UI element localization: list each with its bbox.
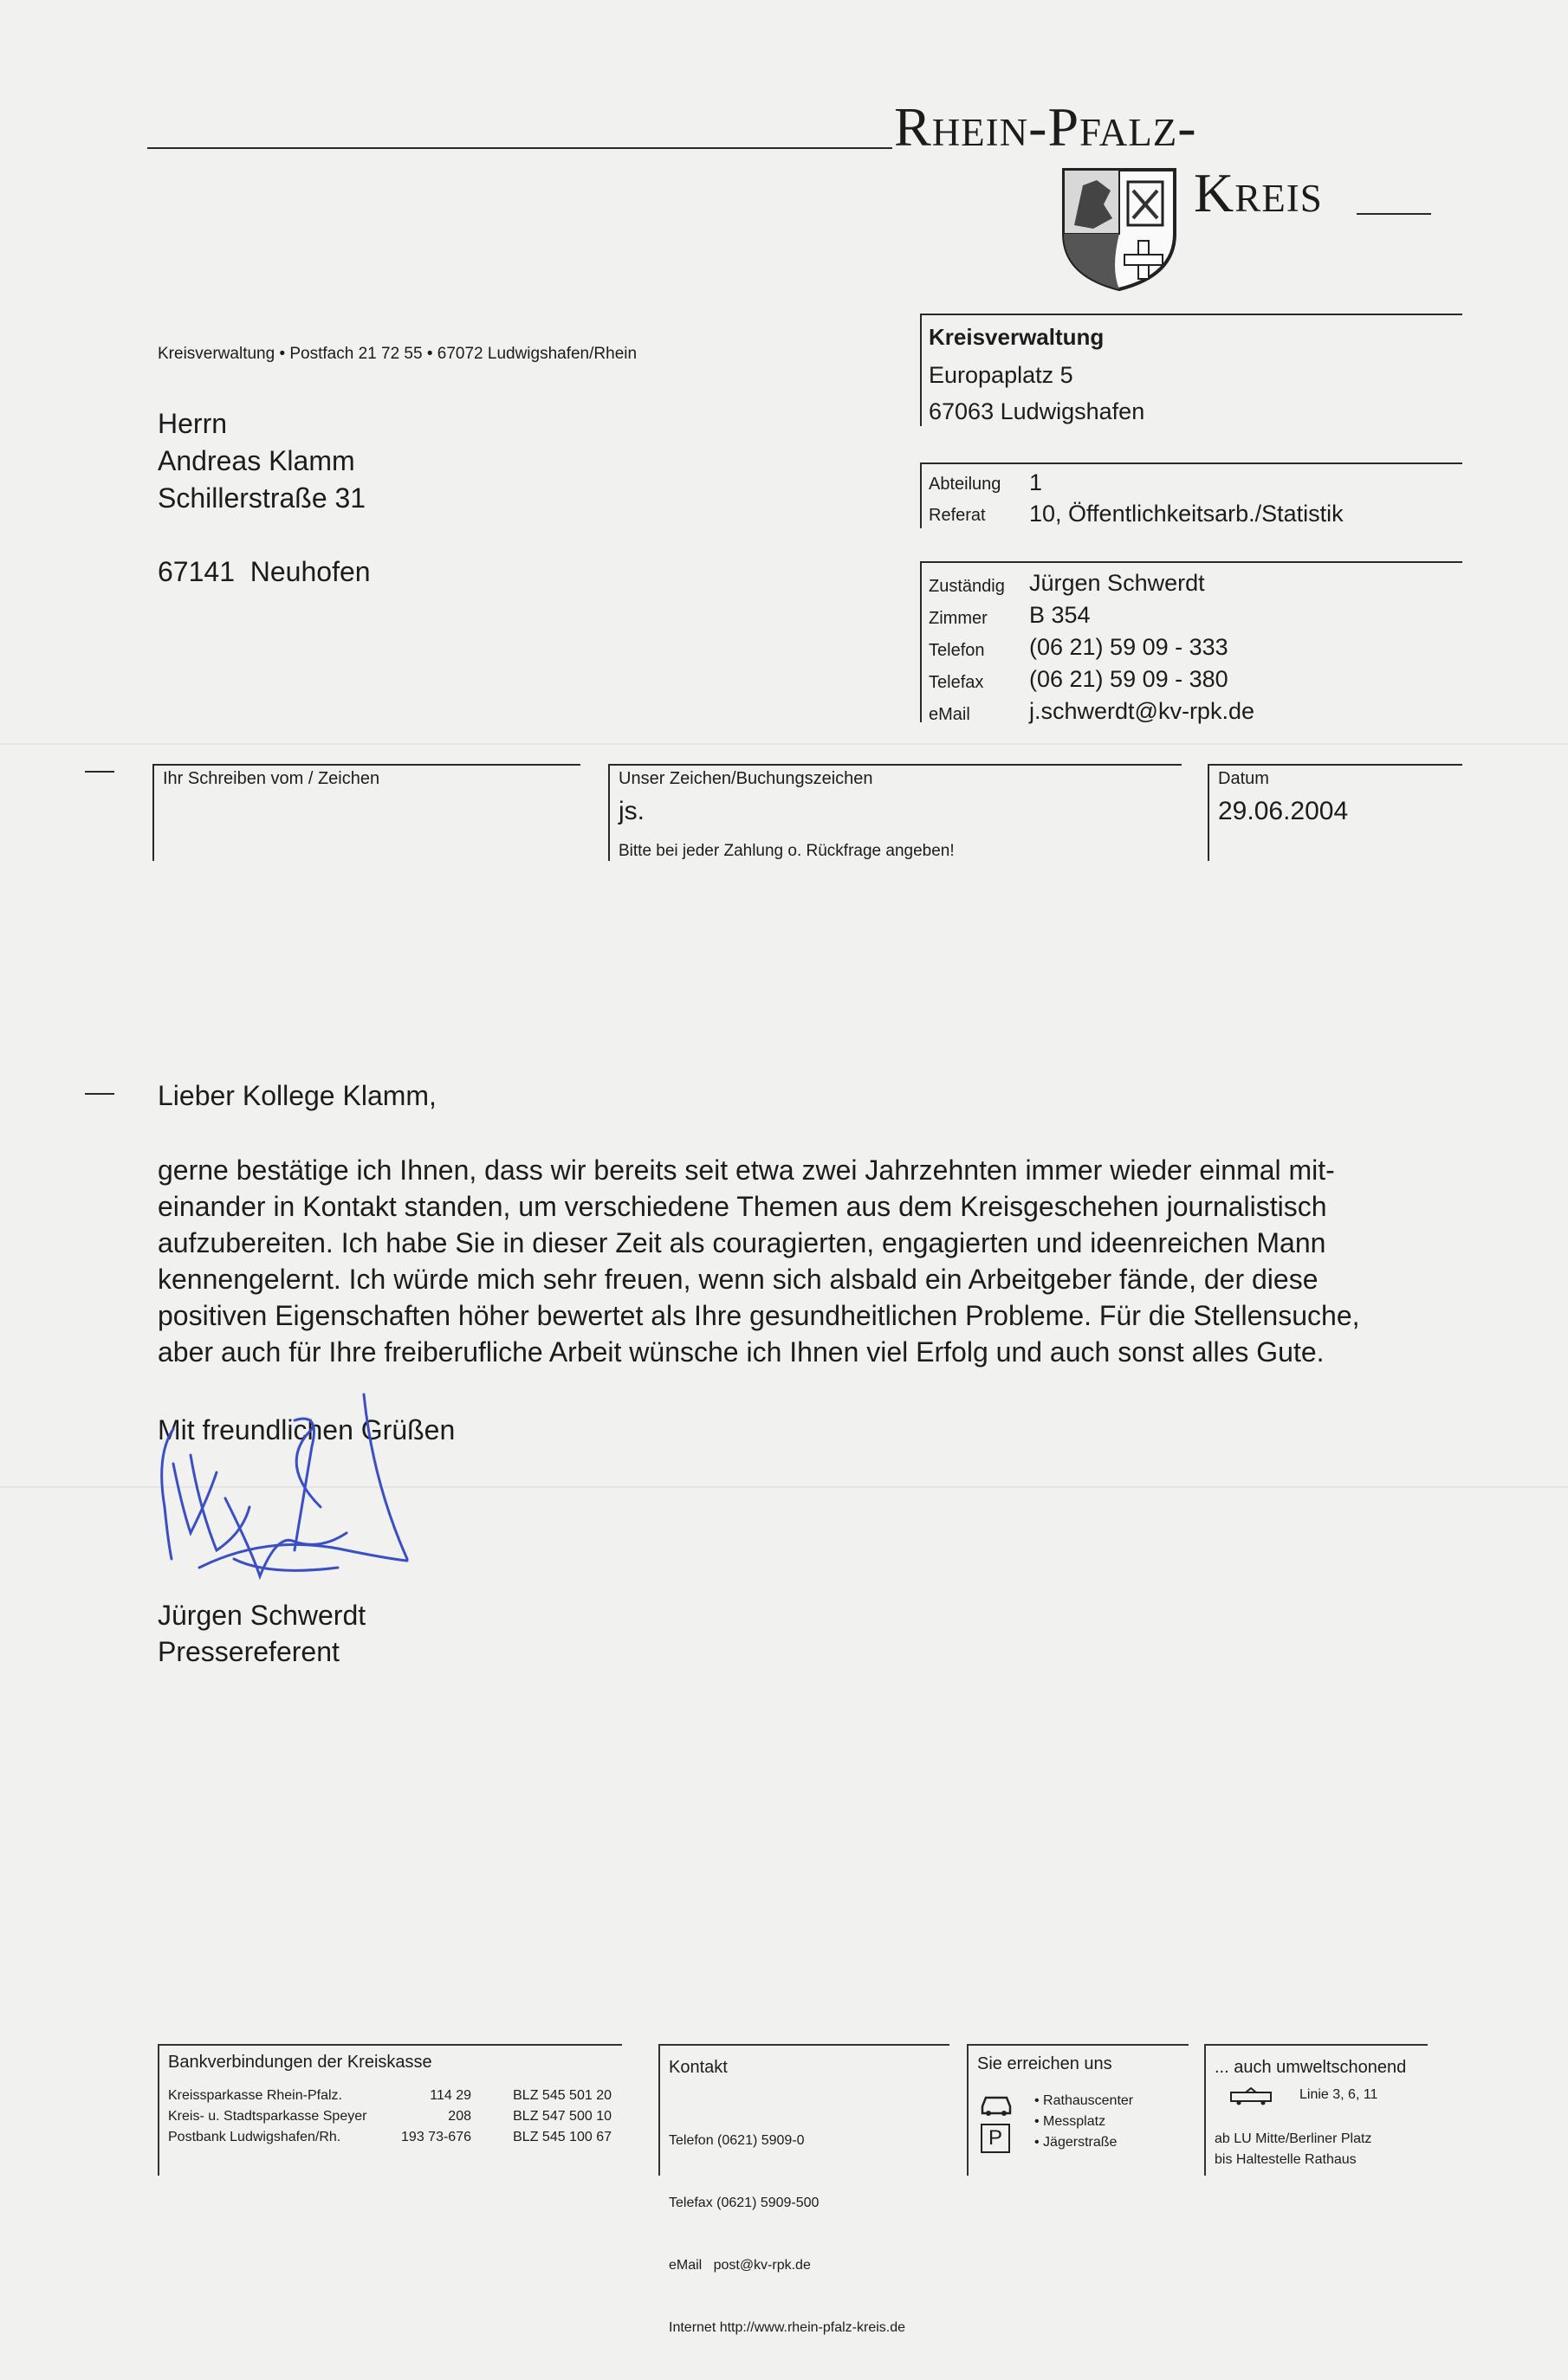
contact-value: j.schwerdt@kv-rpk.de (1029, 698, 1254, 724)
department-box (920, 462, 1462, 528)
footer-contact-box (658, 2044, 949, 2335)
contact-label: eMail (929, 705, 970, 724)
bank-blz: BLZ 545 501 20 (513, 2088, 612, 2103)
letter-body-line: gerne bestätige ich Ihnen, dass wir bereits seit etwa zwei Jahrzehnten immer wieder einmal mit- (158, 1154, 1335, 1186)
fold-mark (85, 771, 114, 773)
eco-stop: bis Haltestelle Rathaus (1215, 2152, 1357, 2167)
logo-rule (1357, 213, 1431, 215)
letter-body (158, 1152, 1360, 1370)
our-sign-label: Unser Zeichen/Buchungszeichen (619, 769, 873, 788)
recipient-address (158, 405, 371, 591)
recipient-name: Andreas Klamm (158, 445, 355, 476)
bank-rows (168, 2086, 619, 2148)
bank-blz: BLZ 545 100 67 (513, 2130, 612, 2144)
your-letter-box (152, 764, 580, 861)
parking-icon: P (981, 2124, 1010, 2153)
reach-item: • Messplatz (1034, 2114, 1106, 2129)
bank-row (168, 2127, 619, 2148)
eco-stops (1215, 2129, 1371, 2170)
car-icon (979, 2091, 1014, 2117)
kontakt-line: Telefax (0621) 5909-500 (669, 2196, 820, 2210)
kontakt-line: Internet http://www.rhein-pfalz-kreis.de (669, 2320, 906, 2335)
referat-value: 10, Öffentlichkeitsarb./Statistik (1029, 501, 1344, 527)
reach-item: • Rathauscenter (1034, 2093, 1134, 2108)
our-sign-value: js. (619, 797, 645, 825)
date-value: 29.06.2004 (1218, 797, 1349, 825)
letter-body-line: kennengelernt. Ich würde mich sehr freuen, wenn sich alsbald ein Arbeitgeber fände, der diese (158, 1264, 1319, 1295)
abteilung-value: 1 (1029, 469, 1043, 495)
office-box (920, 314, 1462, 426)
reach-items (1034, 2091, 1133, 2153)
abteilung-label: Abteilung (929, 475, 1001, 494)
letter-body-line: aufzubereiten. Ich habe Sie in dieser Zeit als couragierten, engagierten und ideenreichen Mann (158, 1227, 1326, 1258)
contact-value: (06 21) 59 09 - 380 (1029, 666, 1228, 692)
contact-label: Zuständig (929, 577, 1005, 596)
footer-bank-box (158, 2044, 622, 2176)
logo-line1: Rhein-Pfalz- (894, 96, 1197, 158)
recipient-postcode: 67141 (158, 556, 235, 587)
signer-name: Jürgen Schwerdt (158, 1600, 366, 1631)
letter-body-line: aber auch für Ihre freiberufliche Arbeit wünsche ich Ihnen viel Erfolg und auch sonst alles Gute. (158, 1336, 1325, 1368)
contact-value: (06 21) 59 09 - 333 (1029, 634, 1228, 660)
our-sign-note: Bitte bei jeder Zahlung o. Rückfrage angeben! (619, 842, 955, 860)
office-street: Europaplatz 5 (929, 362, 1073, 388)
our-sign-box (608, 764, 1182, 861)
contact-person-box (920, 561, 1462, 722)
office-name: Kreisverwaltung (929, 324, 1105, 350)
contact-value: B 354 (1029, 602, 1091, 628)
bank-blz: BLZ 547 500 10 (513, 2109, 612, 2124)
referat-label: Referat (929, 506, 986, 525)
eco-stop: ab LU Mitte/Berliner Platz (1215, 2131, 1372, 2146)
bank-name: Kreissparkasse Rhein-Pfalz. (168, 2088, 342, 2103)
eco-line-info: Linie 3, 6, 11 (1299, 2087, 1378, 2102)
logo-rule (147, 147, 892, 149)
kontakt-line: Telefon (0621) 5909-0 (669, 2133, 805, 2148)
footer-reach-box (967, 2044, 1189, 2176)
bank-name: Postbank Ludwigshafen/Rh. (168, 2130, 341, 2144)
date-label: Datum (1218, 769, 1269, 788)
bank-row (168, 2086, 619, 2106)
office-city: 67063 Ludwigshafen (929, 398, 1145, 424)
bank-title: Bankverbindungen der Kreiskasse (168, 2053, 432, 2072)
contact-label: Telefax (929, 673, 984, 692)
contact-value: Jürgen Schwerdt (1029, 570, 1205, 596)
kontakt-title: Kontakt (669, 2058, 728, 2077)
logo-line2: Kreis (1194, 162, 1323, 223)
bank-account: 193 73-676 (401, 2130, 471, 2144)
your-letter-label: Ihr Schreiben vom / Zeichen (163, 769, 380, 788)
footer-eco-box (1204, 2044, 1428, 2176)
recipient-salutation: Herrn (158, 408, 228, 439)
contact-label: Zimmer (929, 609, 988, 628)
kontakt-line: eMail post@kv-rpk.de (669, 2258, 811, 2273)
sender-line: Kreisverwaltung • Postfach 21 72 55 • 67072 Ludwigshafen/Rhein (158, 345, 638, 363)
contact-label: Telefon (929, 641, 985, 660)
recipient-city-line (158, 553, 371, 591)
kontakt-lines (669, 2089, 905, 2380)
letter-body-line: positiven Eigenschaften höher bewertet als Ihre gesundheitlichen Probleme. Für die Stellensuche, (158, 1300, 1360, 1331)
bank-account: 208 (448, 2109, 471, 2124)
bank-account: 114 29 (430, 2088, 471, 2103)
letter-greeting: Lieber Kollege Klamm, (158, 1080, 437, 1111)
date-box (1208, 764, 1462, 861)
paper-fold (0, 743, 1568, 745)
fold-mark (85, 1093, 114, 1095)
reach-item: • Jägerstraße (1034, 2135, 1118, 2150)
bank-name: Kreis- u. Stadtsparkasse Speyer (168, 2109, 367, 2124)
signer-title: Pressereferent (158, 1636, 340, 1667)
tram-icon (1228, 2087, 1273, 2106)
eco-title: ... auch umweltschonend (1215, 2058, 1407, 2077)
recipient-city: Neuhofen (249, 556, 371, 587)
letter-body-line: einander in Kontakt standen, um verschiedene Themen aus dem Kreisgeschehen journalistisch (158, 1191, 1327, 1222)
bank-row (168, 2106, 619, 2127)
reach-title: Sie erreichen uns (977, 2054, 1112, 2073)
letter-closing: Mit freundlichen Grüßen (158, 1414, 456, 1445)
recipient-street: Schillerstraße 31 (158, 482, 366, 514)
coat-of-arms-icon (1059, 165, 1180, 293)
